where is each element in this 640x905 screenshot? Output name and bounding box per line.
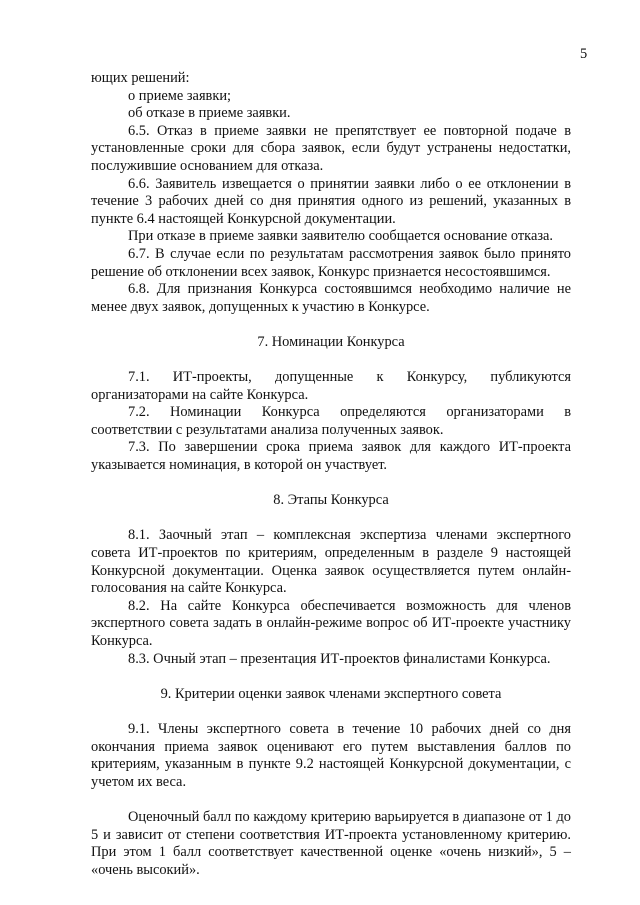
paragraph: 8.2. На сайте Конкурса обеспечивается возможность для членов экспертного совета задать в онлайн-режиме вопрос об ИТ-проекте участнику Конкурса. — [91, 597, 571, 649]
paragraph: 8.3. Очный этап – презентация ИТ-проектов финалистами Конкурса. — [128, 650, 551, 667]
paragraph: 7.3. По завершении срока приема заявок для каждого ИТ-проекта указывается номинация, в которой он участвует. — [91, 439, 571, 474]
paragraph: об отказе в приеме заявки. — [128, 105, 291, 122]
paragraph-gap — [91, 791, 571, 809]
heading-gap — [91, 352, 571, 370]
section-heading: 9. Критерии оценки заявок членами экспертного совета — [160, 685, 502, 702]
paragraph: 9.1. Члены экспертного совета в течение 10 рабочих дней со дня окончания приема заявок оценивают его путем выставления баллов по критериям, указанным в пункте 9.2 настоящей Конкурсной документации, с учетом их веса. — [91, 720, 571, 790]
paragraph: ющих решений: — [91, 70, 190, 86]
paragraph: При отказе в приеме заявки заявителю сообщается основание отказа. — [128, 228, 554, 245]
paragraph: 6.8. Для признания Конкурса состоявшимся необходимо наличие не менее двух заявок, допущенных к участию в Конкурсе. — [91, 281, 571, 315]
section-heading: 8. Этапы Конкурса — [273, 492, 389, 509]
document-body — [91, 70, 571, 879]
paragraph: 6.7. В случае если по результатам рассмотрения заявок было принято решение об отклонении всех заявок, Конкурс признается несостоявшимся. — [91, 245, 571, 280]
paragraph: 7.2. Номинации Конкурса определяются организаторами в соответствии с результатами анализа полученных заявок. — [91, 404, 571, 438]
heading-gap — [91, 510, 571, 528]
heading-gap — [91, 475, 571, 493]
paragraph: о приеме заявки; — [128, 87, 232, 104]
paragraph: 8.1. Заочный этап – комплексная экспертиза членами экспертного совета ИТ-проектов по критериям, определенным в разделе 9 настоящей Конкурсной документации. Оценка заявок осуществляется путем онлайн-голосования на сайте Конкурса. — [91, 527, 571, 597]
heading-gap — [91, 316, 571, 334]
heading-gap — [91, 703, 571, 721]
section-heading: 7. Номинации Конкурса — [257, 333, 405, 350]
heading-gap — [91, 668, 571, 686]
paragraph: Оценочный балл по каждому критерию варьируется в диапазоне от 1 до 5 и зависит от степени соответствия ИТ-проекта установленному критерию. При этом 1 балл соответствует качественной оценке «очень низкий», 5 – «очень высокий». — [91, 808, 571, 878]
paragraph: 6.5. Отказ в приеме заявки не препятствует ее повторной подаче в установленные сроки для сбора заявок, если будут устранены недостатки, послужившие основанием для отказа. — [91, 122, 571, 174]
paragraph: 6.6. Заявитель извещается о принятии заявки либо о ее отклонении в течение 3 рабочих дней со дня принятия одного из решений, указанных в пункте 6.4 настоящей Конкурсной документации. — [91, 175, 571, 227]
page-number: 5 — [580, 46, 588, 62]
paragraph: 7.1. ИТ-проекты, допущенные к Конкурсу, публикуются организаторами на сайте Конкурса. — [91, 369, 571, 403]
